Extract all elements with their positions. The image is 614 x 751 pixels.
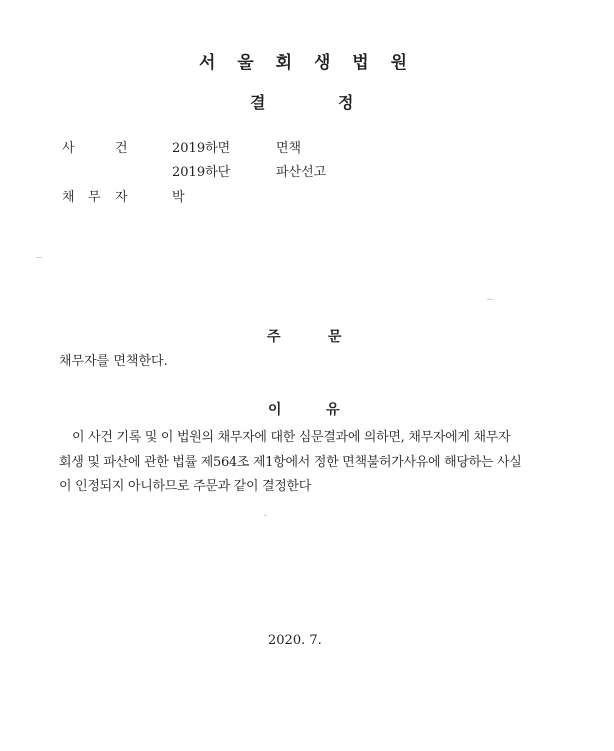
debtor-label-char-2: 무	[88, 190, 101, 205]
reason-line-2: 회생 및 파산에 관한 법률 제564조 제1항에서 정한 면책불허가사유에 해당하는 사실	[59, 455, 522, 470]
document-type-left: 결	[250, 93, 266, 112]
debtor-label-char-1: 채	[62, 190, 75, 205]
reason-heading-left: 이	[268, 402, 282, 418]
case-label-char-1: 사	[62, 141, 75, 156]
debtor-label-char-3: 자	[115, 190, 128, 205]
debtor-name: 박	[172, 190, 185, 205]
case-label-char-2: 건	[115, 141, 128, 156]
case-number-1: 2019하면	[172, 141, 231, 156]
order-heading-left: 주	[267, 329, 281, 345]
reason-line-3: 이 인정되지 아니하므로 주문과 같이 결정한다	[59, 479, 312, 494]
court-name: 서 울 회 생 법 원	[198, 53, 416, 73]
order-heading-right: 문	[328, 329, 342, 345]
document-type-right: 정	[338, 93, 354, 112]
reason-heading-right: 유	[326, 402, 340, 418]
order-text: 채무자를 면책한다.	[59, 354, 168, 369]
case-title-1: 면책	[276, 141, 302, 156]
case-title-2: 파산선고	[276, 165, 327, 180]
scan-speck	[487, 299, 493, 300]
scan-speck	[36, 257, 42, 258]
scan-speck	[264, 515, 267, 516]
case-number-2: 2019하단	[172, 165, 231, 180]
decision-date: 2020. 7.	[268, 633, 322, 648]
reason-line-1: 이 사건 기록 및 이 법원의 채무자에 대한 심문결과에 의하면, 채무자에게 채무자	[72, 430, 511, 445]
